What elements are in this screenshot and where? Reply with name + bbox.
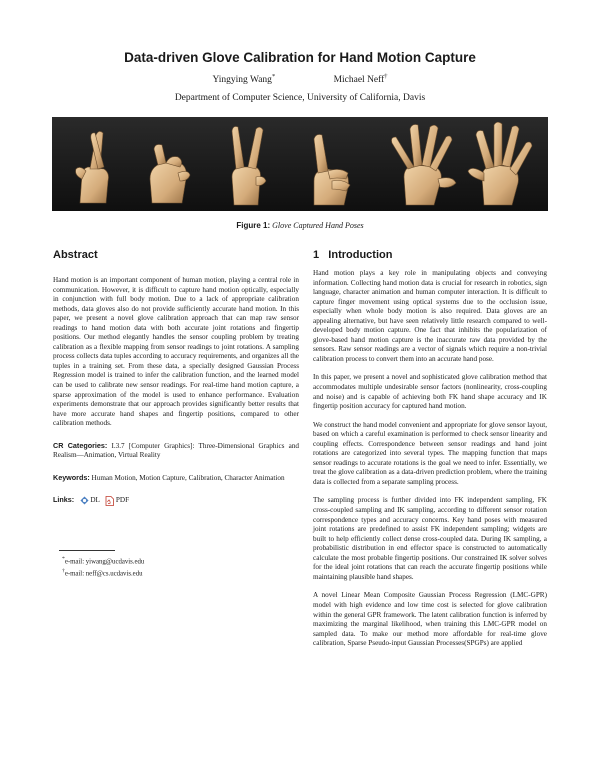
intro-paragraph: The sampling process is further divided into FK independent sampling, FK cross-coupled sampling and IK sampling, according to different sensor rotation correspondence types and accuracy concerns. Key hand poses with measured joint rotations are predefined to assist FK independent sampling; widgets are built to help efficiently collect dense cross-coupled data. During IK sampling, a probabilistic distribution in end effector space is constructed to automatically calculate the most probable fingertip positions. Our constrained IK solver solves for the ideal joint rotations that can reach the accurate fingertip positions while maintaining plausible hand shapes. (313, 496, 547, 581)
footnote-2-mark: † (62, 567, 65, 574)
pdf-link[interactable] (105, 496, 129, 504)
cr-label: CR Categories: (53, 440, 108, 450)
intro-paragraph: In this paper, we present a novel and sophisticated glove calibration method that accommodates multiple undesirable sensor factors (nonlinearity, cross-coupling and noise) and is capable of achieving both FK hand shape accuracy and IK fingertip position accuracy for captured hand motion. (313, 373, 547, 411)
footnote-1-text: e-mail: yiwang@ucdavis.edu (64, 558, 145, 566)
pdf-link-label: PDF (115, 496, 130, 505)
author-2 (334, 73, 388, 85)
abstract-text: Hand motion is an important component of human motion, playing a central role in communication. However, it is difficult to capture hand motion optically, especially in conjunction with full body motion. Due to a lack of appropriate calibration methods, data gloves also do not provide sufficiently accurate hand motion. In this paper, we present a novel glove calibration approach that can map raw sensor readings to hand motion data with both accurate joint rotations and fingertip positions. Our method elegantly handles the sensor coupling problem by treating calibration as a flexible mapping from sensor readings to joint rotations. A sampling process collects data tuples according to accuracy requirements, and organizes all the tuples in a training set. From these data, a specially designed Gaussian Process Regression model is trained to infer the calibration function, and the learned model can be used to calibrate new sensor readings. For real-time hand motion capture, a sparse approximation of the model is used to enhance performance. Evaluation experiments demonstrate that our approach provides significantly better results that have more accurate hand shapes and fingertip positions, compared to other calibration methods. (53, 276, 299, 428)
hand-pose-fist-index (150, 145, 190, 204)
author-list (0, 73, 600, 85)
keywords (53, 473, 299, 484)
acm-dl-icon (80, 496, 89, 505)
author-1-mark: * (271, 73, 276, 80)
hand-pose-peace-sign (232, 127, 266, 206)
keywords-text: Human Motion, Motion Capture, Calibration, Character Animation (91, 473, 285, 482)
author-2-name: Michael Neff (333, 75, 385, 86)
hand-pose-open-spread (392, 125, 457, 206)
footnote-rule (59, 550, 115, 551)
author-1-name: Yingying Wang (212, 75, 272, 86)
paper-title: Data-driven Glove Calibration for Hand Motion Capture (124, 50, 476, 65)
hand-poses-illustration (52, 117, 548, 211)
intro-paragraph: Hand motion plays a key role in manipulating objects and conveying information. Collecting hand motion data is crucial for research in robotics, sign language, character animation and human computer interaction. It is difficult to capture finger movement using optical systems due to the occlusion issue, especially when whole body motion is also required. Data gloves are an appealing alternative, but have seen relatively little research compared to well-developed body motion capture. One fact that inhibits the popularization of glove-based hand motion capture is the inaccurate raw data provided by the sensors. Raw sensor readings are a vector of signals which require a non-trivial calibration process to convert them into an accurate hand pose. (313, 269, 547, 363)
footnotes (59, 550, 307, 579)
dl-link-label: DL (90, 496, 100, 505)
figure-label: Figure 1: (236, 221, 271, 230)
intro-paragraph: A novel Linear Mean Composite Gaussian Process Regression (LMC-GPR) model with high evidence and low time cost is selected for glove calibration within the general GPR framework. The latent calibration function is inferred by maximizing the marginal likelihood, when training this LMC-GPR model on sampled data. To make our method more affordable for real-time glove calibration, Sparse Pseudo-input Gaussian Processes(SPGPs) are applied (313, 591, 547, 648)
footnote-1 (59, 555, 307, 567)
intro-number: 1 (313, 249, 320, 261)
teaser-figure (52, 117, 548, 211)
intro-column (313, 269, 547, 658)
figure-caption (0, 221, 600, 230)
pdf-icon (105, 496, 114, 506)
intro-paragraph: We construct the hand model convenient and appropriate for glove sensor layout, based on which a careful examination is performed to check sensor linearity and coupling effects. Correspondence between sensor readings and hand joint rotations are categorized into several types. The mapping function that maps sensor readings to accurate rotations is the goal we need to infer. Essentially, we treat the glove calibration as a data-driven prediction problem, where the training data is collected from a separate sampling process. (313, 420, 547, 486)
abstract-column (53, 276, 299, 515)
footnote-2 (59, 567, 307, 579)
links (53, 495, 299, 506)
author-1 (212, 73, 275, 85)
links-label: Links: (53, 495, 75, 505)
affiliation: Department of Computer Science, University of California, Davis (174, 93, 426, 103)
keywords-label: Keywords: (53, 472, 90, 482)
dl-link[interactable] (80, 496, 102, 504)
author-2-mark: † (384, 73, 388, 80)
hand-pose-crossed-fingers (76, 131, 109, 203)
footnote-2-text: e-mail: neff@cs.ucdavis.edu (64, 570, 143, 578)
cr-categories (53, 441, 299, 461)
intro-title: Introduction (328, 249, 393, 261)
hand-pose-open-wave (468, 122, 532, 205)
abstract-heading: Abstract (53, 249, 98, 261)
cr-text: I.3.7 [Computer Graphics]: Three-Dimensional Graphics and Realism—Animation, Virtual Reality (53, 441, 300, 460)
footnote-1-mark: * (62, 556, 65, 562)
figure-caption-text: Glove Captured Hand Poses (272, 221, 364, 230)
hand-pose-thumbs-up (314, 135, 350, 206)
intro-heading (313, 249, 392, 261)
